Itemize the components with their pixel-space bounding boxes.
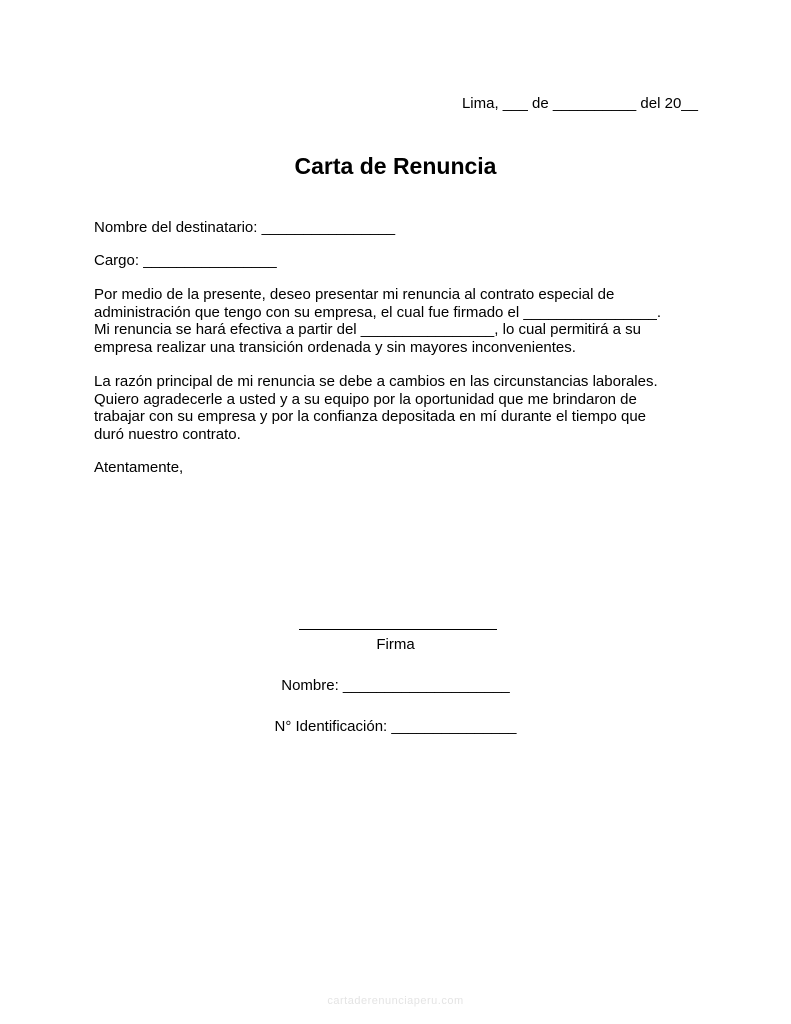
- paragraph-1-line: administración que tengo con su empresa, el cual fue firmado el ________________.: [94, 303, 662, 321]
- paragraph-2-line: trabajar con su empresa y por la confianza depositada en mí durante el tiempo que: [94, 408, 646, 425]
- identification-field: N° Identificación: _______________: [274, 718, 517, 735]
- signature-label: Firma: [376, 636, 415, 653]
- body-paragraph-1: [94, 286, 714, 356]
- body-paragraph-2: [94, 373, 714, 443]
- paragraph-2-line: duró nuestro contrato.: [94, 425, 241, 443]
- paragraph-1-line: empresa realizar una transición ordenada y sin mayores inconvenientes.: [94, 338, 576, 356]
- position-field: Cargo: ________________: [94, 252, 277, 269]
- paragraph-1-line: Mi renuncia se hará efectiva a partir del ________________, lo cual permitirá a su: [94, 321, 642, 338]
- recipient-name-field: Nombre del destinatario: ________________: [94, 219, 396, 236]
- paragraph-2-line: Quiero agradecerle a usted y a su equipo por la oportunidad que me brindaron de: [94, 390, 637, 408]
- paragraph-1-line: Por medio de la presente, deseo presentar mi renuncia al contrato especial de: [94, 286, 615, 303]
- watermark: cartaderenunciaperu.com: [327, 995, 464, 1007]
- closing-text: Atentamente,: [94, 459, 184, 476]
- date-line: Lima, ___ de __________ del 20__: [461, 95, 698, 112]
- signer-name-field: Nombre: ____________________: [281, 677, 510, 694]
- document-title: Carta de Renuncia: [294, 153, 497, 179]
- signature-line: [299, 629, 497, 630]
- paragraph-2-line: La razón principal de mi renuncia se debe a cambios en las circunstancias laborales.: [94, 373, 658, 390]
